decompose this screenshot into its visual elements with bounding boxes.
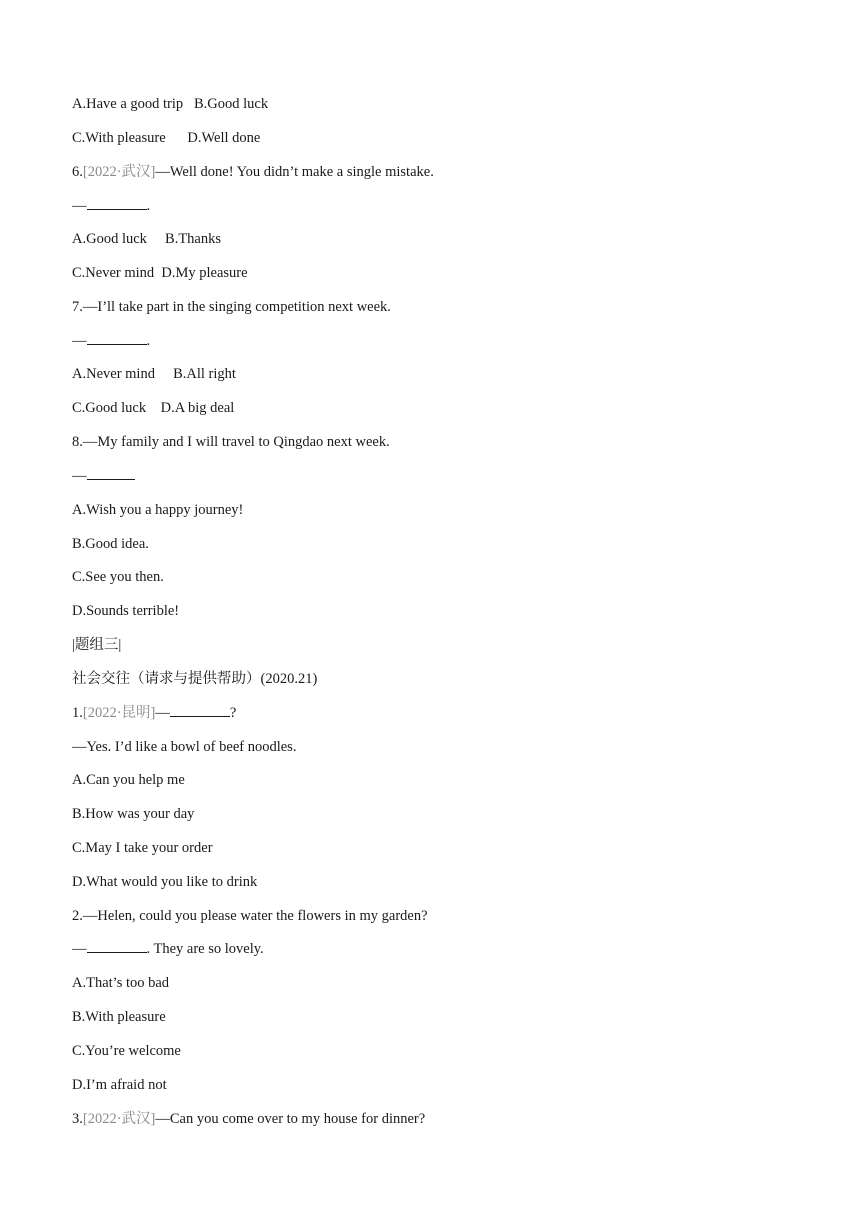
q7-options-ab: A.Never mind B.All right (72, 366, 236, 382)
s2-q2-option-b: B.With pleasure (72, 1009, 166, 1025)
question-number: 3. (72, 1111, 83, 1127)
answer-blank (87, 332, 147, 345)
answer-blank (170, 704, 230, 717)
s2-q1-option-a: A.Can you help me (72, 772, 185, 788)
source-tag: [2022·武汉] (82, 1111, 156, 1127)
source-tag: [2022·昆明] (82, 705, 156, 721)
question-number: 1. (72, 705, 83, 721)
q8-option-a: A.Wish you a happy journey! (72, 502, 244, 518)
q7-answer-line: — . (72, 333, 151, 349)
question-text: —Well done! You didn’t make a single mistake. (155, 164, 434, 180)
q8-option-d: D.Sounds terrible! (72, 603, 180, 619)
q8-answer-line: — (72, 467, 135, 485)
answer-blank (87, 197, 147, 210)
q7-options-cd: C.Good luck D.A big deal (72, 400, 235, 416)
q6-options-ab: A.Good luck B.Thanks (72, 231, 222, 247)
s2-q2-stem: 2.—Helen, could you please water the flowers in my garden? (72, 908, 428, 924)
q6-options-cd: C.Never mind D.My pleasure (72, 265, 248, 281)
s2-q2-option-c: C.You’re welcome (72, 1043, 181, 1059)
answer-blank (87, 467, 135, 480)
s2-q1-option-d: D.What would you like to drink (72, 874, 258, 890)
q5-options-ab: A.Have a good trip B.Good luck (72, 96, 269, 112)
source-tag: [2022·武汉] (82, 164, 156, 180)
s2-q1-option-c: C.May I take your order (72, 840, 213, 856)
s2-q2-option-a: A.That’s too bad (72, 975, 170, 991)
q8-option-c: C.See you then. (72, 569, 164, 585)
s2-q1-reply: —Yes. I’d like a bowl of beef noodles. (72, 739, 297, 755)
q6-answer-line: — . (72, 198, 151, 214)
q6-stem (72, 163, 434, 181)
s2-q2-option-d: D.I’m afraid not (72, 1077, 167, 1093)
answer-blank (87, 940, 147, 953)
section-group-label: |题组三| (72, 637, 122, 653)
q5-options-cd: C.With pleasure D.Well done (72, 130, 261, 146)
question-number: 6. (72, 164, 83, 180)
q7-stem: 7.—I’ll take part in the singing competition next week. (72, 299, 391, 315)
section-title: 社会交往（请求与提供帮助）(2020.21) (72, 671, 318, 687)
q8-option-b: B.Good idea. (72, 536, 149, 552)
s2-q1-stem: 1.[2022·昆明]— ? (72, 705, 237, 721)
s2-q1-option-b: B.How was your day (72, 806, 195, 822)
q8-stem: 8.—My family and I will travel to Qingdao next week. (72, 434, 390, 450)
s2-q2-answer-line: — . They are so lovely. (72, 941, 264, 957)
s2-q3-stem: 3.[2022·武汉]—Can you come over to my house for dinner? (72, 1111, 426, 1127)
